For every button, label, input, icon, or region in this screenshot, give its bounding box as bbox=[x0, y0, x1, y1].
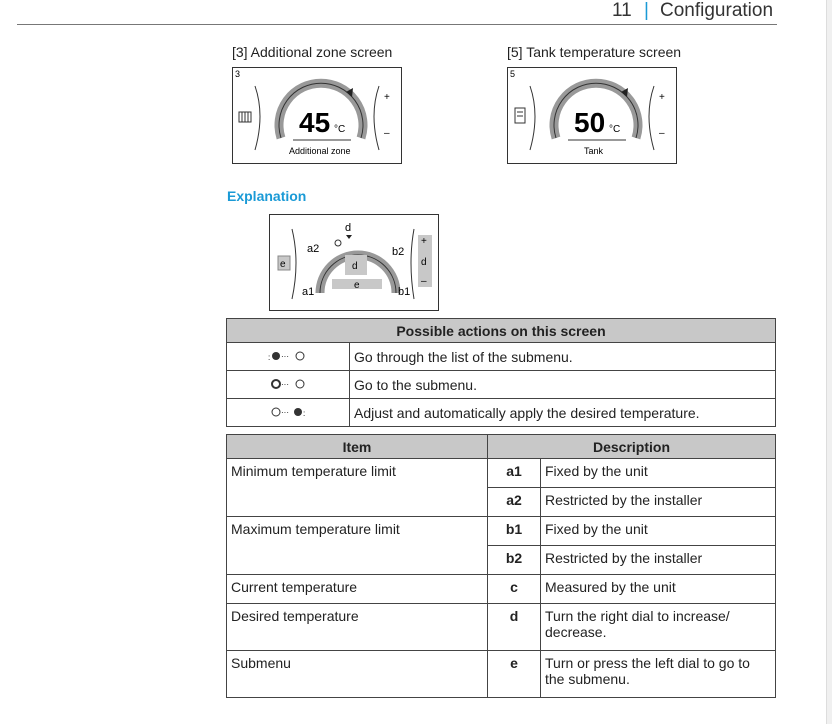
label-a1: a1 bbox=[302, 286, 315, 298]
table-row bbox=[227, 651, 776, 698]
explanation-diagram bbox=[269, 214, 439, 311]
screen3-temperature: 45 bbox=[299, 107, 331, 138]
label-d-center: d bbox=[352, 261, 358, 272]
screen5-corner: 5 bbox=[510, 69, 516, 79]
label-e-left: e bbox=[280, 259, 286, 270]
code-cell: a2 bbox=[488, 488, 541, 517]
diagram-minus: – bbox=[421, 276, 427, 287]
screen3-unit: °C bbox=[334, 124, 346, 135]
item-cell: Desired temperature bbox=[227, 604, 488, 651]
svg-text:···: ··· bbox=[281, 407, 289, 417]
header-separator: | bbox=[644, 0, 649, 21]
label-a2: a2 bbox=[307, 243, 320, 255]
screen3-minus: – bbox=[384, 128, 390, 139]
right-dial-turn-icon bbox=[227, 399, 350, 427]
desc-cell: Measured by the unit bbox=[541, 575, 776, 604]
action-text: Go to the submenu. bbox=[350, 371, 776, 399]
label-b1: b1 bbox=[398, 286, 411, 298]
table-row bbox=[227, 517, 776, 546]
table-row bbox=[227, 604, 776, 651]
scrollbar[interactable] bbox=[826, 0, 832, 724]
table-row bbox=[227, 459, 776, 488]
screen3-graphic bbox=[233, 68, 401, 163]
screen5-unit: °C bbox=[609, 124, 621, 135]
svg-text::: : bbox=[303, 408, 306, 418]
code-cell: e bbox=[488, 651, 541, 698]
screen3-label: Additional zone bbox=[289, 146, 351, 156]
table-row bbox=[227, 371, 776, 399]
screen3-display bbox=[232, 67, 402, 164]
screen5-label: Tank bbox=[584, 146, 604, 156]
left-dial-turn-icon bbox=[227, 343, 350, 371]
left-dial-press-icon bbox=[227, 371, 350, 399]
tank-icon bbox=[515, 108, 525, 123]
svg-text::: : bbox=[268, 352, 271, 362]
svg-text:···: ··· bbox=[281, 379, 289, 389]
table-row bbox=[227, 575, 776, 604]
desc-cell: Restricted by the installer bbox=[541, 488, 776, 517]
description-column-header: Description bbox=[488, 435, 776, 459]
code-cell: b2 bbox=[488, 546, 541, 575]
item-cell: Maximum temperature limit bbox=[227, 517, 488, 575]
label-d-right: d bbox=[421, 257, 427, 268]
actions-table bbox=[226, 318, 776, 427]
screen3-corner: 3 bbox=[235, 69, 241, 79]
header-rule bbox=[17, 24, 777, 25]
action-text: Adjust and automatically apply the desired temperature. bbox=[350, 399, 776, 427]
diagram-plus: + bbox=[421, 236, 427, 247]
screen5-display bbox=[507, 67, 677, 164]
screen5-minus: – bbox=[659, 128, 665, 139]
label-e-center: e bbox=[354, 280, 360, 291]
section-title: Configuration bbox=[660, 0, 774, 21]
desc-cell: Turn or press the left dial to go to the submenu. bbox=[541, 651, 776, 698]
code-cell: d bbox=[488, 604, 541, 651]
desc-cell: Fixed by the unit bbox=[541, 459, 776, 488]
screen5-caption: [5] Tank temperature screen bbox=[507, 44, 682, 60]
code-cell: a1 bbox=[488, 459, 541, 488]
item-column-header: Item bbox=[227, 435, 488, 459]
item-cell: Submenu bbox=[227, 651, 488, 698]
screen3-caption: [3] Additional zone screen bbox=[232, 44, 393, 60]
items-table bbox=[226, 434, 776, 698]
svg-text:···: ··· bbox=[281, 351, 289, 361]
screen3-plus: + bbox=[384, 92, 390, 103]
radiator-icon bbox=[239, 112, 251, 122]
label-d-top: d bbox=[345, 222, 352, 234]
table-row bbox=[227, 399, 776, 427]
desc-cell: Turn the right dial to increase/ decrease. bbox=[541, 604, 776, 651]
screen5-graphic bbox=[508, 68, 676, 163]
item-cell: Current temperature bbox=[227, 575, 488, 604]
screen5-temperature: 50 bbox=[574, 107, 606, 138]
screen5-plus: + bbox=[659, 92, 665, 103]
desc-cell: Restricted by the installer bbox=[541, 546, 776, 575]
desc-cell: Fixed by the unit bbox=[541, 517, 776, 546]
item-cell: Minimum temperature limit bbox=[227, 459, 488, 517]
explanation-heading: Explanation bbox=[227, 188, 307, 204]
action-text: Go through the list of the submenu. bbox=[350, 343, 776, 371]
code-cell: b1 bbox=[488, 517, 541, 546]
actions-header: Possible actions on this screen bbox=[227, 319, 776, 343]
page-number: 11 bbox=[612, 0, 632, 21]
label-b2: b2 bbox=[392, 246, 405, 258]
table-row bbox=[227, 343, 776, 371]
explanation-graphic bbox=[270, 215, 438, 310]
code-cell: c bbox=[488, 575, 541, 604]
